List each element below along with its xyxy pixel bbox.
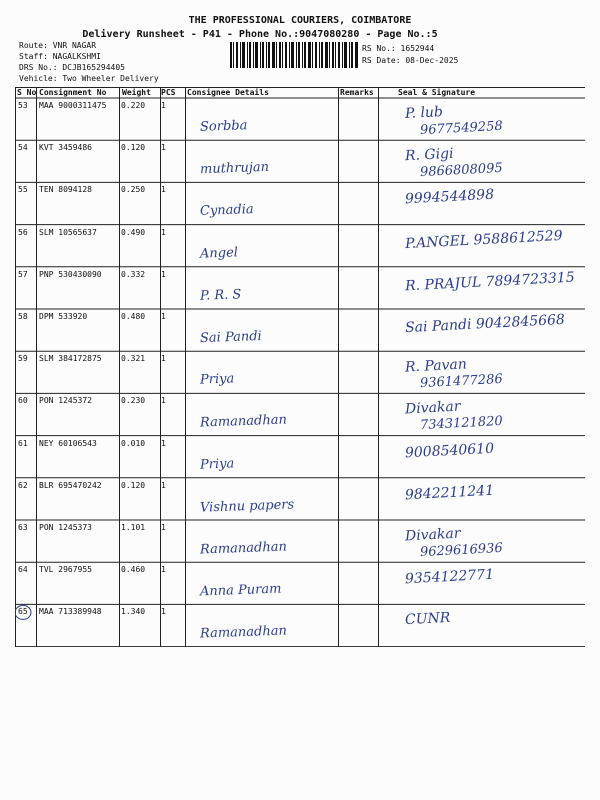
signature-handwriting: 9842211241 — [404, 482, 495, 504]
serial-number: 54 — [18, 143, 28, 153]
consignment-number: KVT 3459486 — [39, 143, 92, 153]
consignee-handwriting: Ramanadhan — [199, 623, 288, 642]
rs-date: RS Date: 08-Dec-2025 — [362, 56, 459, 65]
weight-value: 0.250 — [121, 185, 146, 195]
consignee-handwriting: Sai Pandi — [199, 328, 262, 347]
rs-number: RS No.: 1652944 — [362, 44, 435, 53]
header-remarks: Remarks — [340, 88, 374, 97]
consignment-number: NEY 60106543 — [39, 438, 97, 448]
pcs-value: 1 — [161, 143, 166, 153]
pcs-value: 1 — [161, 523, 166, 532]
serial-number: 60 — [18, 396, 28, 406]
signature-handwriting: R. PRAJUL 7894723315 — [404, 269, 576, 295]
consignment-number: PNP 530430090 — [39, 269, 102, 279]
consignee-handwriting: Sorbba — [199, 118, 248, 135]
signature-handwriting: Divakar — [404, 398, 461, 418]
runsheet-subtitle: Delivery Runsheet - P41 - Phone No.:9047080280 - Page No.:5 — [82, 29, 438, 40]
consignment-number: PON 1245372 — [39, 396, 92, 406]
signature-handwriting: Divakar — [404, 525, 461, 545]
serial-number: 59 — [18, 354, 28, 364]
consignee-handwriting: Priya — [199, 371, 235, 388]
serial-number: 55 — [18, 185, 28, 195]
header-seal-signature: Seal & Signature — [398, 88, 476, 97]
weight-value: 1.340 — [121, 607, 146, 617]
signature-handwriting: P. lub — [404, 104, 444, 122]
consignment-number: TEN 8094128 — [39, 185, 92, 195]
header-consignee-details: Consignee Details — [187, 88, 269, 97]
drs-number: DRS No.: DCJB165294405 — [19, 63, 125, 72]
weight-value: 0.120 — [121, 480, 146, 490]
consignee-handwriting: Priya — [199, 456, 235, 473]
vehicle-label: Vehicle: Two Wheeler Delivery — [19, 74, 159, 83]
pcs-value: 1 — [161, 185, 166, 195]
weight-value: 0.120 — [121, 143, 146, 153]
consignee-handwriting: muthrujan — [199, 159, 270, 178]
serial-number: 64 — [18, 565, 28, 575]
header-consignment-no: Consignment No — [39, 88, 107, 97]
header-pcs: PCS — [161, 88, 176, 97]
consignee-handwriting: Ramanadhan — [199, 412, 288, 431]
consignment-number: SLM 10565637 — [39, 227, 97, 237]
weight-value: 0.220 — [121, 101, 146, 110]
weight-value: 0.480 — [121, 312, 146, 321]
consignment-number: BLR 695470242 — [39, 480, 102, 490]
weight-value: 0.490 — [121, 227, 146, 237]
pcs-value: 1 — [161, 354, 166, 364]
pcs-value: 1 — [161, 101, 166, 110]
consignee-handwriting: Anna Puram — [199, 581, 282, 600]
pcs-value: 1 — [161, 312, 166, 321]
consignment-number: MAA 9000311475 — [39, 101, 107, 110]
signature-handwriting: R. Pavan — [404, 356, 468, 376]
serial-number: 63 — [18, 523, 28, 532]
barcode-image — [230, 42, 358, 68]
consignee-handwriting: Cynadia — [199, 202, 254, 220]
serial-number: 65 — [18, 607, 28, 617]
consignee-handwriting: P. R. S — [199, 287, 242, 304]
consignment-number: MAA 713389948 — [39, 607, 102, 617]
serial-number: 53 — [18, 101, 28, 110]
signature-phone-handwriting: 9866808095 — [419, 161, 504, 181]
runsheet-table — [15, 87, 585, 647]
pcs-value: 1 — [161, 607, 166, 617]
consignment-number: PON 1245373 — [39, 523, 92, 532]
signature-phone-handwriting: 9677549258 — [419, 118, 504, 139]
weight-value: 0.460 — [121, 565, 146, 575]
company-title: THE PROFESSIONAL COURIERS, COIMBATORE — [188, 15, 412, 26]
signature-handwriting: Sai Pandi 9042845668 — [404, 311, 566, 337]
signature-phone-handwriting: 9629616936 — [419, 540, 504, 561]
serial-number: 56 — [18, 227, 28, 237]
signature-handwriting: R. Gigi — [404, 145, 454, 165]
consignment-number: SLM 384172875 — [39, 354, 102, 364]
consignment-number: DPM 533920 — [39, 312, 88, 321]
header-weight: Weight — [122, 88, 151, 97]
consignee-handwriting: Vishnu papers — [199, 497, 295, 516]
weight-value: 0.332 — [121, 269, 146, 279]
weight-value: 0.010 — [121, 438, 146, 448]
serial-number: 57 — [18, 269, 28, 279]
pcs-value: 1 — [161, 396, 166, 406]
serial-number: 61 — [18, 438, 28, 448]
signature-handwriting: CUNR — [404, 610, 451, 629]
header-sno: S No — [17, 88, 37, 97]
signature-phone-handwriting: 7343121820 — [419, 414, 504, 434]
weight-value: 0.230 — [121, 396, 146, 406]
signature-handwriting: P.ANGEL 9588612529 — [404, 227, 563, 252]
signature-handwriting: 9994544898 — [404, 187, 495, 208]
consignee-handwriting: Angel — [199, 244, 239, 262]
serial-number: 62 — [18, 480, 28, 490]
consignment-number: TVL 2967955 — [39, 565, 92, 575]
pcs-value: 1 — [161, 480, 166, 490]
consignee-handwriting: Ramanadhan — [199, 539, 288, 558]
staff-label: Staff: NAGALKSHMI — [19, 52, 101, 61]
route-label: Route: VNR NAGAR — [19, 41, 97, 50]
weight-value: 1.101 — [121, 523, 146, 532]
weight-value: 0.321 — [121, 354, 146, 364]
pcs-value: 1 — [161, 565, 166, 575]
serial-number: 58 — [18, 312, 28, 321]
signature-phone-handwriting: 9361477286 — [419, 372, 504, 392]
signature-handwriting: 9008540610 — [404, 440, 495, 461]
signature-handwriting: 9354122771 — [404, 566, 495, 588]
pcs-value: 1 — [161, 269, 166, 279]
pcs-value: 1 — [161, 438, 166, 448]
pcs-value: 1 — [161, 227, 166, 237]
